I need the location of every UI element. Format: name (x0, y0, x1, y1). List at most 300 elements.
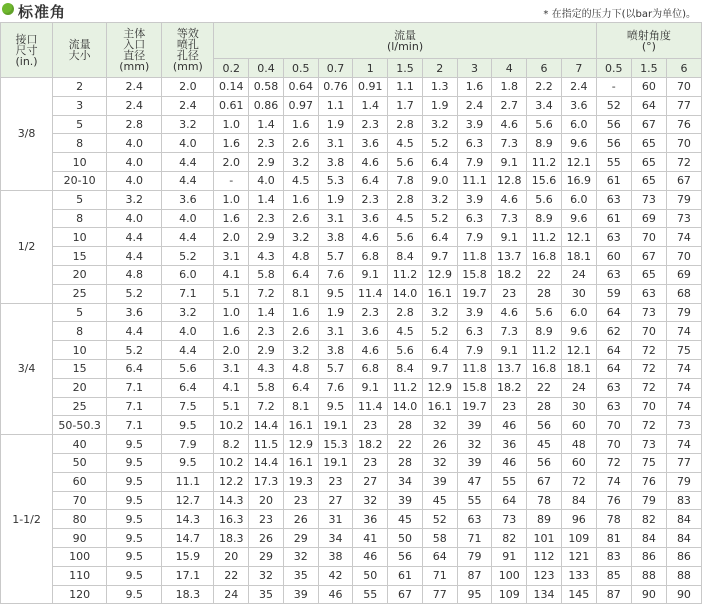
angle-cell: 74 (666, 359, 701, 378)
capacity-cell: 20 (53, 378, 107, 397)
size-cell: 3/4 (1, 303, 53, 435)
flow-cell: 22 (527, 378, 562, 397)
angle-cell: 72 (631, 416, 666, 435)
flow-cell: 15.8 (457, 265, 492, 284)
capacity-cell: 5 (53, 190, 107, 209)
flow-cell: 11.2 (527, 228, 562, 247)
angle-cell: 90 (631, 585, 666, 604)
flow-cell: 4.6 (353, 153, 388, 172)
flow-cell: 46 (318, 585, 353, 604)
flow-cell: 6.3 (457, 209, 492, 228)
flow-cell: 46 (492, 416, 527, 435)
flow-cell: 18.2 (353, 435, 388, 454)
inlet-cell: 9.5 (107, 435, 162, 454)
flow-cell: 3.6 (561, 96, 596, 115)
flow-cell: 18.1 (561, 359, 596, 378)
flow-cell: 8.4 (388, 359, 423, 378)
angle-cell: 67 (631, 115, 666, 134)
flow-cell: 1.9 (318, 190, 353, 209)
angle-cell: 63 (596, 190, 631, 209)
flow-cell: 1.4 (249, 115, 284, 134)
orifice-cell: 14.7 (162, 529, 214, 548)
angle-cell: 84 (666, 510, 701, 529)
flow-cell: 123 (527, 566, 562, 585)
angle-cell: 62 (596, 322, 631, 341)
table-row (1, 547, 702, 566)
orifice-cell: 14.3 (162, 510, 214, 529)
flow-cell: 2.8 (388, 115, 423, 134)
flow-cell: 16.1 (422, 397, 457, 416)
capacity-cell: 70 (53, 491, 107, 510)
flow-cell: 3.1 (214, 247, 249, 266)
table-row (1, 585, 702, 604)
angle-cell: 75 (631, 453, 666, 472)
inlet-cell: 7.1 (107, 416, 162, 435)
flow-cell: 2.3 (353, 190, 388, 209)
angle-cell: 86 (666, 547, 701, 566)
col-inlet-header: 主体 入口 直径 (mm) (107, 23, 162, 78)
capacity-cell: 5 (53, 115, 107, 134)
bullet-icon (2, 3, 14, 15)
flow-cell: 16.8 (527, 247, 562, 266)
angle-cell: 77 (666, 96, 701, 115)
flow-cell: 1.9 (318, 115, 353, 134)
table-row (1, 397, 702, 416)
angle-cell: 76 (596, 491, 631, 510)
flow-cell: 11.2 (388, 265, 423, 284)
inlet-cell: 9.5 (107, 472, 162, 491)
flow-cell: 6.8 (353, 359, 388, 378)
flow-cell: 134 (527, 585, 562, 604)
flow-cell: 71 (422, 566, 457, 585)
capacity-cell: 50 (53, 453, 107, 472)
flow-cell: 4.0 (249, 171, 284, 190)
flow-cell: 23 (492, 397, 527, 416)
capacity-cell: 60 (53, 472, 107, 491)
flow-cell: 1.0 (214, 303, 249, 322)
flow-cell: 1.6 (214, 209, 249, 228)
inlet-cell: 5.2 (107, 341, 162, 360)
capacity-cell: 110 (53, 566, 107, 585)
flow-cell: 18.2 (492, 265, 527, 284)
flow-cell: 3.4 (527, 96, 562, 115)
angle-cell: 69 (631, 209, 666, 228)
flow-cell: 8.1 (283, 284, 318, 303)
table-body (1, 78, 702, 604)
flow-cell: 9.5 (318, 397, 353, 416)
inlet-cell: 9.5 (107, 453, 162, 472)
flow-cell: 1.6 (283, 115, 318, 134)
flow-cell: 38 (318, 547, 353, 566)
flow-cell: 20 (214, 547, 249, 566)
table-row (1, 265, 702, 284)
inlet-cell: 3.6 (107, 303, 162, 322)
flow-cell: 5.2 (422, 209, 457, 228)
flow-cell: 9.7 (422, 247, 457, 266)
angle-cell: 74 (666, 378, 701, 397)
angle-cell: 70 (666, 134, 701, 153)
flow-cell: 15.3 (318, 435, 353, 454)
flow-cell: 1.4 (249, 190, 284, 209)
flow-cell: 5.6 (388, 341, 423, 360)
flow-cell: 2.7 (492, 96, 527, 115)
table-row (1, 284, 702, 303)
flow-cell: 2.3 (249, 134, 284, 153)
flow-cell: 8.9 (527, 209, 562, 228)
orifice-cell: 4.0 (162, 322, 214, 341)
angle-cell: 63 (596, 378, 631, 397)
angle-cell: 81 (596, 529, 631, 548)
flow-cell: 19.1 (318, 416, 353, 435)
flow-cell: 121 (561, 547, 596, 566)
page-title: 标准角 (18, 3, 67, 21)
flow-cell: 87 (457, 566, 492, 585)
flow-cell: 46 (492, 453, 527, 472)
angle-cell: 73 (631, 303, 666, 322)
flow-cell: - (214, 171, 249, 190)
flow-cell: 9.1 (353, 378, 388, 397)
flow-cell: 7.3 (492, 134, 527, 153)
table-row (1, 529, 702, 548)
flow-cell: 3.2 (422, 303, 457, 322)
flow-pressure-header: 3 (457, 59, 492, 78)
flow-cell: 30 (561, 397, 596, 416)
inlet-cell: 6.4 (107, 359, 162, 378)
flow-cell: 12.1 (561, 228, 596, 247)
table-row (1, 115, 702, 134)
flow-cell: 19.7 (457, 284, 492, 303)
flow-cell: 27 (353, 472, 388, 491)
flow-cell: 17.3 (249, 472, 284, 491)
angle-cell: 70 (631, 322, 666, 341)
flow-cell: 28 (527, 284, 562, 303)
inlet-cell: 7.1 (107, 397, 162, 416)
flow-cell: 7.9 (457, 228, 492, 247)
capacity-cell: 8 (53, 209, 107, 228)
flow-cell: 0.76 (318, 78, 353, 97)
spec-table (0, 22, 702, 604)
orifice-cell: 12.7 (162, 491, 214, 510)
flow-pressure-header: 4 (492, 59, 527, 78)
flow-cell: 0.64 (283, 78, 318, 97)
flow-cell: 2.6 (283, 209, 318, 228)
flow-cell: 5.2 (422, 322, 457, 341)
flow-cell: 11.2 (527, 341, 562, 360)
flow-cell: 3.6 (353, 134, 388, 153)
flow-cell: 9.1 (353, 265, 388, 284)
orifice-cell: 2.0 (162, 78, 214, 97)
inlet-cell: 9.5 (107, 529, 162, 548)
flow-cell: 5.1 (214, 397, 249, 416)
orifice-cell: 7.1 (162, 284, 214, 303)
table-row (1, 359, 702, 378)
orifice-cell: 15.9 (162, 547, 214, 566)
flow-cell: 23 (353, 416, 388, 435)
flow-cell: 4.3 (249, 359, 284, 378)
inlet-cell: 4.4 (107, 247, 162, 266)
flow-cell: 0.61 (214, 96, 249, 115)
flow-cell: 10.2 (214, 416, 249, 435)
flow-cell: 3.6 (353, 209, 388, 228)
flow-cell: 3.2 (283, 153, 318, 172)
flow-cell: 12.9 (422, 265, 457, 284)
flow-cell: 6.8 (353, 247, 388, 266)
angle-cell: 72 (631, 341, 666, 360)
flow-cell: 3.1 (318, 134, 353, 153)
flow-cell: 18.1 (561, 247, 596, 266)
angle-cell: 74 (666, 435, 701, 454)
flow-cell: 45 (388, 510, 423, 529)
flow-cell: 26 (283, 510, 318, 529)
flow-cell: 12.8 (492, 171, 527, 190)
flow-cell: 0.86 (249, 96, 284, 115)
orifice-cell: 11.1 (162, 472, 214, 491)
col-orifice-header: 等效 喷孔 孔径 (mm) (162, 23, 214, 78)
flow-cell: 5.6 (388, 153, 423, 172)
angle-cell: - (596, 78, 631, 97)
capacity-cell: 10 (53, 341, 107, 360)
flow-cell: 18.3 (214, 529, 249, 548)
flow-cell: 56 (527, 416, 562, 435)
angle-cell: 73 (666, 209, 701, 228)
flow-cell: 27 (318, 491, 353, 510)
flow-cell: 2.3 (249, 322, 284, 341)
angle-cell: 67 (666, 171, 701, 190)
flow-cell: 67 (527, 472, 562, 491)
angle-cell: 87 (596, 585, 631, 604)
flow-cell: 5.6 (527, 303, 562, 322)
flow-cell: 9.1 (492, 228, 527, 247)
capacity-cell: 2 (53, 78, 107, 97)
flow-cell: 36 (353, 510, 388, 529)
flow-cell: 16.1 (283, 453, 318, 472)
flow-cell: 28 (527, 397, 562, 416)
flow-cell: 55 (457, 491, 492, 510)
orifice-cell: 4.4 (162, 171, 214, 190)
flow-cell: 4.5 (388, 134, 423, 153)
flow-cell: 4.6 (492, 190, 527, 209)
flow-cell: 31 (318, 510, 353, 529)
flow-cell: 12.1 (561, 153, 596, 172)
table-row (1, 510, 702, 529)
angle-pressure-header: 6 (666, 59, 701, 78)
flow-cell: 11.4 (353, 397, 388, 416)
flow-cell: 5.7 (318, 359, 353, 378)
orifice-cell: 17.1 (162, 566, 214, 585)
table-row (1, 228, 702, 247)
flow-cell: 39 (388, 491, 423, 510)
orifice-cell: 6.4 (162, 378, 214, 397)
table-row (1, 453, 702, 472)
table-row (1, 491, 702, 510)
angle-cell: 72 (596, 453, 631, 472)
pressure-note: * 在指定的压力下(以bar为单位)。 (543, 9, 696, 20)
angle-cell: 70 (596, 435, 631, 454)
angle-cell: 55 (596, 153, 631, 172)
flow-cell: 26 (422, 435, 457, 454)
angle-cell: 65 (631, 153, 666, 172)
flow-cell: 60 (561, 453, 596, 472)
flow-cell: 4.5 (283, 171, 318, 190)
flow-cell: 2.3 (249, 209, 284, 228)
flow-cell: 1.6 (283, 303, 318, 322)
flow-cell: 11.2 (388, 378, 423, 397)
flow-cell: 7.6 (318, 378, 353, 397)
col-flow-header: 流量 (l/min) (214, 23, 596, 59)
flow-cell: 1.6 (214, 322, 249, 341)
table-row (1, 472, 702, 491)
flow-cell: 96 (561, 510, 596, 529)
flow-cell: 22 (527, 265, 562, 284)
angle-cell: 74 (666, 228, 701, 247)
flow-cell: 12.9 (422, 378, 457, 397)
table-row (1, 171, 702, 190)
angle-cell: 61 (596, 209, 631, 228)
angle-cell: 86 (631, 547, 666, 566)
orifice-cell: 4.0 (162, 209, 214, 228)
inlet-cell: 2.4 (107, 96, 162, 115)
flow-cell: 3.1 (318, 322, 353, 341)
flow-cell: 8.1 (283, 397, 318, 416)
flow-cell: 89 (527, 510, 562, 529)
flow-cell: 3.6 (353, 322, 388, 341)
flow-cell: 82 (492, 529, 527, 548)
size-cell: 1-1/2 (1, 435, 53, 604)
capacity-cell: 8 (53, 134, 107, 153)
angle-cell: 64 (596, 341, 631, 360)
orifice-cell: 4.4 (162, 153, 214, 172)
angle-cell: 79 (631, 491, 666, 510)
angle-pressure-header: 0.5 (596, 59, 631, 78)
angle-cell: 74 (666, 322, 701, 341)
flow-cell: 3.9 (457, 190, 492, 209)
inlet-cell: 4.4 (107, 322, 162, 341)
angle-cell: 74 (596, 472, 631, 491)
flow-cell: 112 (527, 547, 562, 566)
flow-cell: 2.9 (249, 228, 284, 247)
capacity-cell: 3 (53, 96, 107, 115)
capacity-cell: 90 (53, 529, 107, 548)
flow-cell: 3.2 (422, 190, 457, 209)
flow-cell: 34 (318, 529, 353, 548)
table-header (1, 23, 702, 78)
flow-cell: 2.3 (353, 115, 388, 134)
flow-cell: 32 (283, 547, 318, 566)
flow-cell: 4.8 (283, 247, 318, 266)
flow-cell: 30 (561, 284, 596, 303)
size-cell: 1/2 (1, 190, 53, 303)
flow-cell: 3.2 (283, 341, 318, 360)
flow-cell: 109 (561, 529, 596, 548)
flow-cell: 60 (561, 416, 596, 435)
angle-cell: 73 (631, 435, 666, 454)
flow-cell: 32 (422, 416, 457, 435)
angle-cell: 73 (666, 416, 701, 435)
flow-cell: 4.3 (249, 247, 284, 266)
angle-cell: 70 (666, 78, 701, 97)
flow-cell: 15.8 (457, 378, 492, 397)
flow-cell: 2.0 (214, 228, 249, 247)
flow-cell: 67 (388, 585, 423, 604)
flow-cell: 0.14 (214, 78, 249, 97)
angle-cell: 73 (631, 190, 666, 209)
flow-cell: 7.9 (457, 153, 492, 172)
flow-cell: 16.3 (214, 510, 249, 529)
angle-cell: 85 (596, 566, 631, 585)
angle-cell: 84 (631, 529, 666, 548)
flow-cell: 6.0 (561, 303, 596, 322)
flow-cell: 63 (457, 510, 492, 529)
angle-cell: 56 (596, 134, 631, 153)
angle-pressure-header: 1.5 (631, 59, 666, 78)
angle-cell: 64 (596, 359, 631, 378)
flow-cell: 6.4 (422, 153, 457, 172)
flow-cell: 9.1 (492, 153, 527, 172)
flow-cell: 101 (527, 529, 562, 548)
flow-cell: 0.91 (353, 78, 388, 97)
flow-cell: 24 (561, 378, 596, 397)
inlet-cell: 9.5 (107, 566, 162, 585)
flow-cell: 24 (561, 265, 596, 284)
flow-cell: 71 (457, 529, 492, 548)
flow-cell: 1.9 (422, 96, 457, 115)
flow-pressure-header: 0.4 (249, 59, 284, 78)
flow-cell: 3.9 (457, 115, 492, 134)
flow-cell: 133 (561, 566, 596, 585)
table-row (1, 435, 702, 454)
angle-cell: 69 (666, 265, 701, 284)
flow-cell: 16.1 (422, 284, 457, 303)
flow-cell: 22 (388, 435, 423, 454)
flow-cell: 9.1 (492, 341, 527, 360)
capacity-cell: 15 (53, 247, 107, 266)
flow-cell: 8.4 (388, 247, 423, 266)
flow-cell: 7.3 (492, 209, 527, 228)
angle-cell: 63 (596, 397, 631, 416)
flow-cell: 22 (214, 566, 249, 585)
table-row (1, 190, 702, 209)
flow-cell: 1.1 (388, 78, 423, 97)
flow-cell: 6.4 (283, 378, 318, 397)
orifice-cell: 3.2 (162, 115, 214, 134)
flow-cell: 7.2 (249, 397, 284, 416)
capacity-cell: 80 (53, 510, 107, 529)
angle-cell: 76 (666, 115, 701, 134)
flow-cell: 52 (422, 510, 457, 529)
flow-cell: 3.1 (318, 209, 353, 228)
flow-cell: 78 (527, 491, 562, 510)
table-row (1, 566, 702, 585)
orifice-cell: 6.0 (162, 265, 214, 284)
flow-cell: 13.7 (492, 247, 527, 266)
flow-cell: 2.6 (283, 134, 318, 153)
angle-cell: 63 (596, 265, 631, 284)
flow-cell: 5.2 (422, 134, 457, 153)
table-row (1, 322, 702, 341)
inlet-cell: 9.5 (107, 491, 162, 510)
flow-cell: 58 (422, 529, 457, 548)
angle-cell: 79 (666, 472, 701, 491)
flow-cell: 23 (353, 453, 388, 472)
angle-cell: 64 (596, 303, 631, 322)
flow-cell: 46 (353, 547, 388, 566)
flow-cell: 13.7 (492, 359, 527, 378)
flow-cell: 95 (457, 585, 492, 604)
orifice-cell: 18.3 (162, 585, 214, 604)
flow-cell: 56 (388, 547, 423, 566)
angle-cell: 74 (666, 397, 701, 416)
flow-cell: 15.6 (527, 171, 562, 190)
